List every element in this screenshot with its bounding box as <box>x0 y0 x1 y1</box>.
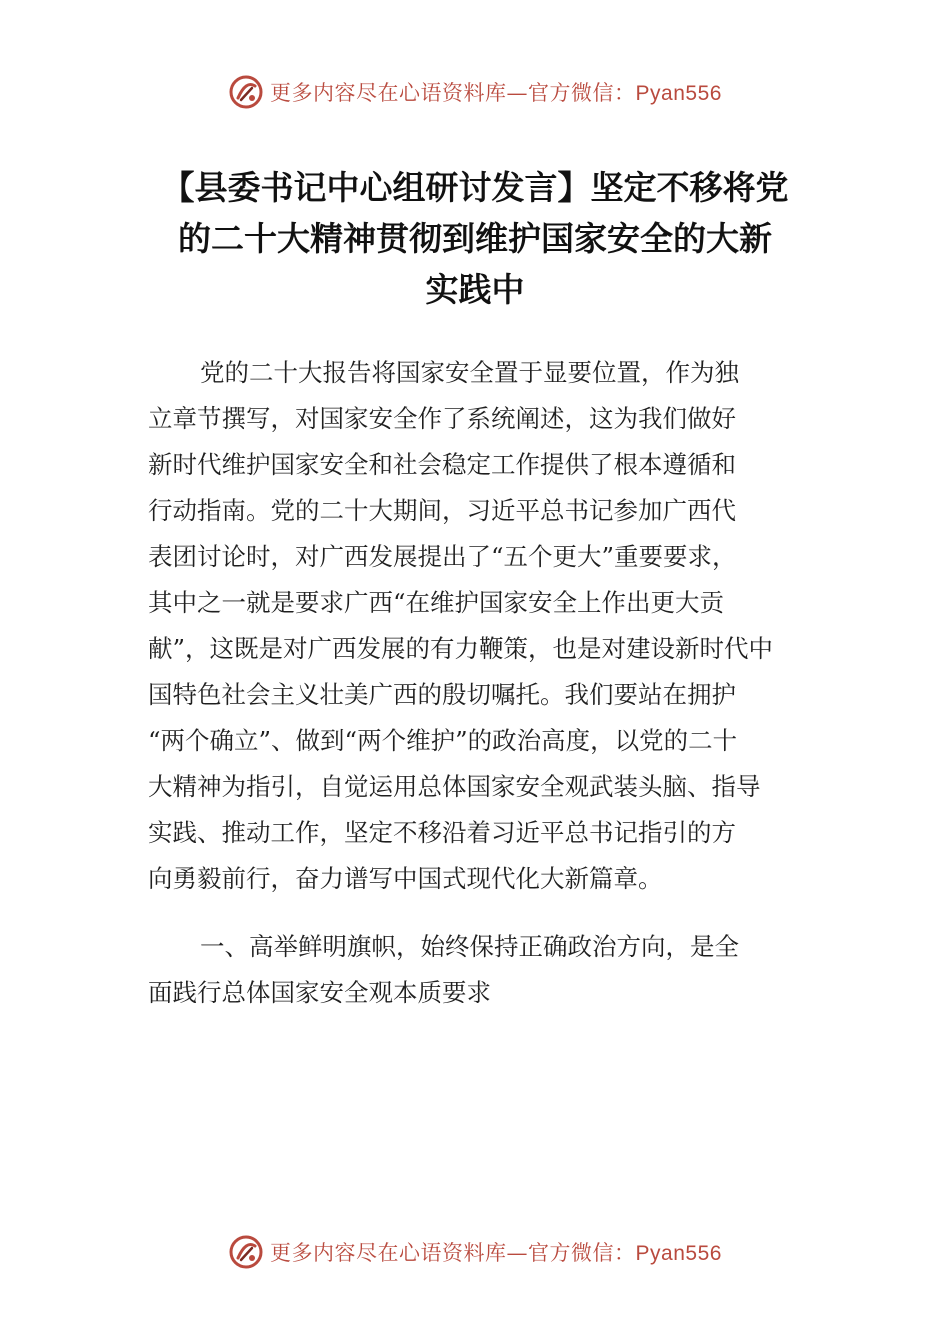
text-line: 一、高举鲜明旗帜，始终保持正确政治方向，是全 <box>200 932 739 961</box>
text-line: 向勇毅前行，奋力谱写中国式现代化大新篇章。 <box>148 864 663 893</box>
text-line: 表团讨论时，对广西发展提出了“五个更大”重要要求， <box>148 542 737 571</box>
text-line: 党的二十大报告将国家安全置于显要位置，作为独 <box>200 358 739 387</box>
watermark-handle: Pyan556 <box>635 1242 722 1265</box>
text-line: 面践行总体国家安全观本质要求 <box>148 978 491 1007</box>
title-line: 【县委书记中心组研讨发言】坚定不移将党 <box>161 168 789 207</box>
red-circle-logo-icon <box>228 1234 264 1270</box>
paragraph-intro <box>148 350 808 902</box>
text-line: 行动指南。党的二十大期间，习近平总书记参加广西代 <box>148 496 736 525</box>
watermark-banner-bottom <box>0 1230 950 1274</box>
title-line: 实践中 <box>425 270 525 309</box>
watermark-handle: Pyan556 <box>635 82 722 105</box>
text-line: 国特色社会主义壮美广西的殷切嘱托。我们要站在拥护 <box>148 680 736 709</box>
watermark-text: 更多内容尽在心语资料库—官方微信：Pyan556 <box>270 81 722 105</box>
text-line: 其中之一就是要求广西“在维护国家安全上作出更大贡 <box>148 588 725 617</box>
text-line: 献”，这既是对广西发展的有力鞭策，也是对建设新时代中 <box>148 634 774 663</box>
section-heading-1 <box>148 924 808 1016</box>
text-line: 新时代维护国家安全和社会稳定工作提供了根本遵循和 <box>148 450 736 479</box>
text-line: 实践、推动工作，坚定不移沿着习近平总书记指引的方 <box>148 818 736 847</box>
text-line: 立章节撰写，对国家安全作了系统阐述，这为我们做好 <box>148 404 736 433</box>
text-line: 大精神为指引，自觉运用总体国家安全观武装头脑、指导 <box>148 772 761 801</box>
title-line: 的二十大精神贯彻到维护国家安全的大新 <box>178 219 772 258</box>
watermark-text: 更多内容尽在心语资料库—官方微信：Pyan556 <box>270 1241 722 1265</box>
watermark-banner-top <box>0 70 950 114</box>
text-line: “两个确立”、做到“两个维护”的政治高度，以党的二十 <box>148 726 738 755</box>
page-title <box>110 162 840 315</box>
red-circle-logo-icon <box>228 74 264 110</box>
